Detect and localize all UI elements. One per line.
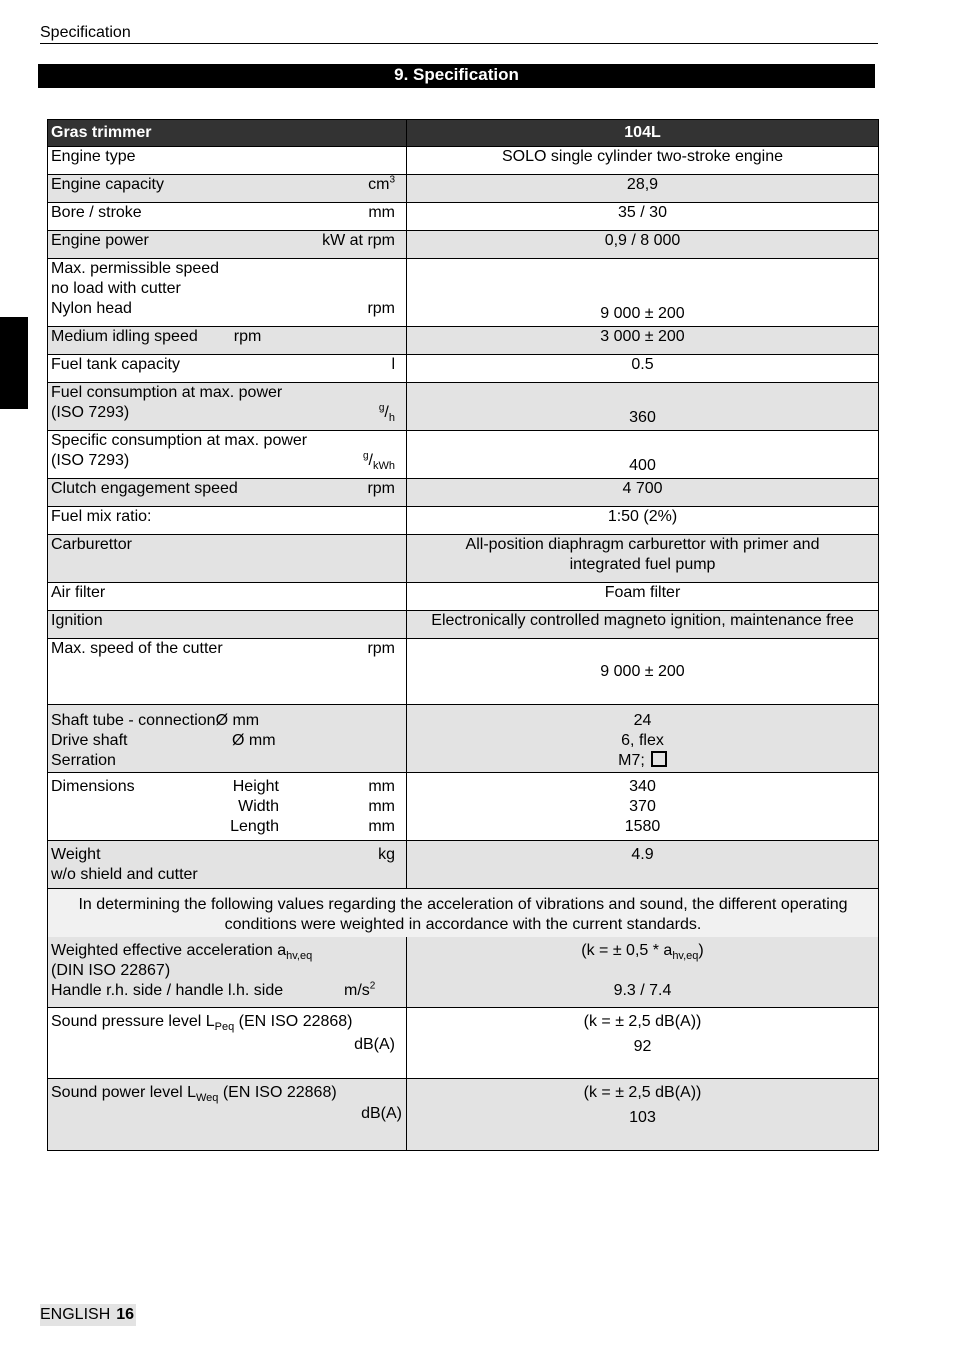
measurement-note: In determining the following values regarding the acceleration of vibrations and sound, the different operating conditions were weighted in accordance with the current standards. (48, 889, 879, 938)
fuel-consumption-unit: $^g/_h$ (378, 402, 395, 425)
clutch-label: Clutch engagement speed (51, 480, 238, 497)
max-speed-line2: no load with cutter (51, 280, 181, 297)
page-footer (40, 1304, 136, 1326)
clutch-value: 4 700 (407, 479, 879, 507)
engine-power-value: 0,9 / 8 000 (407, 231, 879, 259)
acceleration-value: 9.3 / 7.4 (613, 982, 672, 999)
engine-capacity-value: 28,9 (407, 175, 879, 203)
row-idling-speed (48, 327, 879, 355)
specific-consumption-line1: Specific consumption at max. power (51, 432, 308, 449)
idling-label: Medium idling speed (51, 328, 198, 345)
row-sound-pressure (48, 1007, 879, 1078)
dimension-length-label: Length (230, 818, 279, 835)
row-cutter-speed (48, 639, 879, 705)
fuel-tank-label: Fuel tank capacity (51, 356, 180, 373)
sound-pressure-unit: dB(A) (354, 1035, 395, 1053)
dimension-height-label: Height (232, 778, 279, 795)
engine-power-label: Engine power (51, 232, 149, 249)
max-speed-value: 9 000 ± 200 (407, 259, 879, 327)
row-specific-consumption (48, 431, 879, 479)
sound-power-value: 103 (629, 1108, 656, 1126)
fuel-tank-unit: l (391, 356, 395, 373)
row-acceleration (48, 937, 879, 1007)
idling-unit: rpm (233, 328, 262, 345)
page-number: 16 (116, 1306, 135, 1323)
bore-stroke-label: Bore / stroke (51, 204, 142, 221)
bore-stroke-value: 35 / 30 (407, 203, 879, 231)
sound-power-values (407, 1078, 879, 1150)
footer-language: ENGLISH (40, 1306, 111, 1323)
row-engine-type (48, 147, 879, 175)
shaft-tube-value: 24 (633, 712, 652, 729)
row-bore-stroke (48, 203, 879, 231)
acceleration-unit: $m/s^2$ (344, 980, 376, 999)
ignition-label: Ignition (48, 611, 407, 639)
dimension-width-value: 370 (629, 798, 656, 815)
sound-power-unit: dB(A) (361, 1104, 402, 1122)
header-label: Gras trimmer (48, 120, 407, 147)
dimension-width-label: Width (238, 798, 279, 815)
fuel-mix-value: 1:50 (2%) (407, 507, 879, 535)
ignition-value: Electronically controlled magneto ignition, maintenance free (407, 611, 879, 639)
row-clutch-speed (48, 479, 879, 507)
sound-power-label: Sound power level $L_{Weq}$ (EN ISO 22868) (51, 1083, 337, 1104)
checkbox-square-icon (651, 751, 667, 767)
side-thumb-tab (0, 317, 28, 409)
bore-stroke-unit: mm (368, 204, 395, 221)
row-engine-power (48, 231, 879, 259)
row-shaft (48, 705, 879, 773)
row-air-filter (48, 583, 879, 611)
row-engine-capacity (48, 175, 879, 203)
dimension-height-unit: mm (368, 778, 395, 795)
row-fuel-mix (48, 507, 879, 535)
engine-type-value: SOLO single cylinder two-stroke engine (407, 147, 879, 175)
sound-pressure-label: Sound pressure level $L_{Peq}$ (EN ISO 22868) (51, 1012, 353, 1033)
fuel-mix-label: Fuel mix ratio: (48, 507, 407, 535)
acceleration-values (407, 937, 879, 1007)
drive-shaft-line: Drive shaft Ø mm (51, 732, 276, 749)
row-weight (48, 841, 879, 889)
row-sound-power (48, 1078, 879, 1150)
specific-consumption-unit: $^g/_{kWh}$ (362, 450, 395, 473)
weight-unit: kg (378, 846, 395, 863)
acceleration-line2: (DIN ISO 22867) (51, 962, 171, 979)
row-fuel-tank (48, 355, 879, 383)
specific-consumption-line2: (ISO 7293) (51, 452, 130, 469)
cutter-speed-label: Max. speed of the cutter (51, 640, 223, 657)
max-speed-unit: rpm (367, 300, 395, 317)
shaft-tube-line: Shaft tube - connectionØ mm (51, 712, 260, 729)
engine-power-unit: kW at rpm (322, 232, 395, 249)
row-measurement-note (48, 889, 879, 938)
fuel-consumption-value: 360 (407, 383, 879, 431)
engine-capacity-unit: $cm^3$ (368, 174, 395, 193)
running-header: Specification (40, 24, 878, 44)
acceleration-k: (k = ± $0,5 * a_{hv,eq}$) (581, 942, 704, 963)
dimensions-label: Dimensions (51, 778, 135, 795)
row-ignition (48, 611, 879, 639)
engine-capacity-label: Engine capacity (51, 176, 164, 193)
clutch-unit: rpm (367, 480, 395, 497)
row-dimensions (48, 773, 879, 841)
acceleration-line3: Handle r.h. side / handle l.h. side $m/s^2$ (51, 980, 376, 999)
engine-type-label: Engine type (51, 148, 136, 165)
sound-pressure-k: (k = ± 2,5 dB(A)) (583, 1012, 702, 1030)
cutter-speed-value: 9 000 ± 200 (407, 639, 879, 705)
table-header-row (48, 120, 879, 147)
fuel-consumption-line1: Fuel consumption at max. power (51, 384, 283, 401)
fuel-tank-value: 0.5 (407, 355, 879, 383)
specific-consumption-value: 400 (407, 431, 879, 479)
carburettor-label: Carburettor (48, 535, 407, 583)
row-max-permissible-speed (48, 259, 879, 327)
weight-line2: w/o shield and cutter (51, 866, 198, 883)
specification-table (47, 119, 879, 1151)
max-speed-line3: Nylon head (51, 300, 132, 317)
carburettor-value: All-position diaphragm carburettor with primer and integrated fuel pump (407, 535, 879, 583)
max-speed-line1: Max. permissible speed (51, 260, 220, 277)
dimension-height-value: 340 (629, 778, 656, 795)
weight-line1: Weight (51, 846, 101, 863)
row-carburettor (48, 535, 879, 583)
dimension-length-value: 1580 (624, 818, 661, 835)
header-model: 104L (407, 120, 879, 147)
shaft-values (407, 705, 879, 773)
sound-power-k: (k = ± 2,5 dB(A)) (583, 1083, 702, 1101)
serration-value: M7; (410, 751, 875, 771)
weight-value: 4.9 (407, 841, 879, 889)
section-title: 9. Specification (38, 64, 875, 88)
sound-pressure-value: 92 (633, 1037, 652, 1055)
dimension-width-unit: mm (368, 798, 395, 815)
acceleration-line1: Weighted effective acceleration $a_{hv,eq}$ (51, 942, 313, 963)
drive-shaft-value: 6, flex (621, 732, 664, 749)
cutter-speed-unit: rpm (367, 640, 395, 657)
air-filter-value: Foam filter (407, 583, 879, 611)
idling-value: 3 000 ± 200 (407, 327, 879, 355)
row-fuel-consumption (48, 383, 879, 431)
serration-line: Serration (51, 752, 116, 769)
fuel-consumption-line2: (ISO 7293) (51, 404, 130, 421)
dimension-values (407, 773, 879, 841)
sound-pressure-values (407, 1007, 879, 1078)
dimension-length-unit: mm (368, 818, 395, 835)
air-filter-label: Air filter (48, 583, 407, 611)
